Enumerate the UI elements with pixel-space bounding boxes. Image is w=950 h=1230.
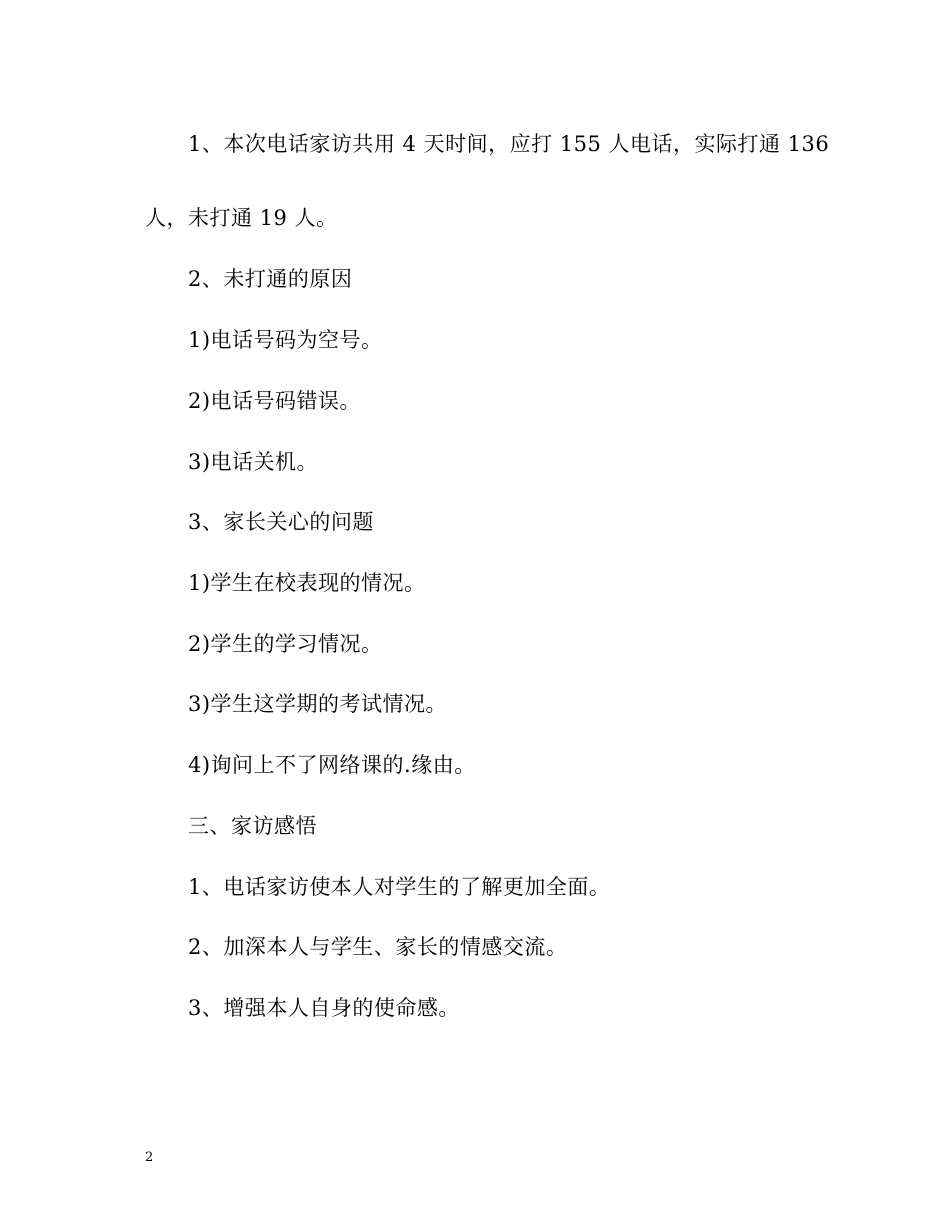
list-item: 3、增强本人自身的使命感。 [188,996,460,1020]
list-item: 1)学生在校表现的情况。 [188,571,426,595]
paragraph-line-1-continued: 人，未打通 19 人。 [145,206,338,230]
section-heading-2: 2、未打通的原因 [188,267,353,291]
list-item: 2、加深本人与学生、家长的情感交流。 [188,935,568,959]
list-item: 1)电话号码为空号。 [188,328,383,352]
section-heading-3: 3、家长关心的问题 [188,510,374,534]
list-item: 3)电话关机。 [188,450,319,474]
list-item: 1、电话家访使本人对学生的了解更加全面。 [188,875,611,899]
list-item: 4)询问上不了网络课的.缘由。 [188,753,476,777]
paragraph-line-1: 1、本次电话家访共用 4 天时间，应打 155 人电话，实际打通 136 [188,132,830,156]
list-item: 2)电话号码错误。 [188,389,362,413]
page-number: 2 [145,1150,154,1165]
list-item: 3)学生这学期的考试情况。 [188,692,448,716]
list-item: 2)学生的学习情况。 [188,632,383,656]
chapter-heading: 三、家访感悟 [188,814,317,838]
